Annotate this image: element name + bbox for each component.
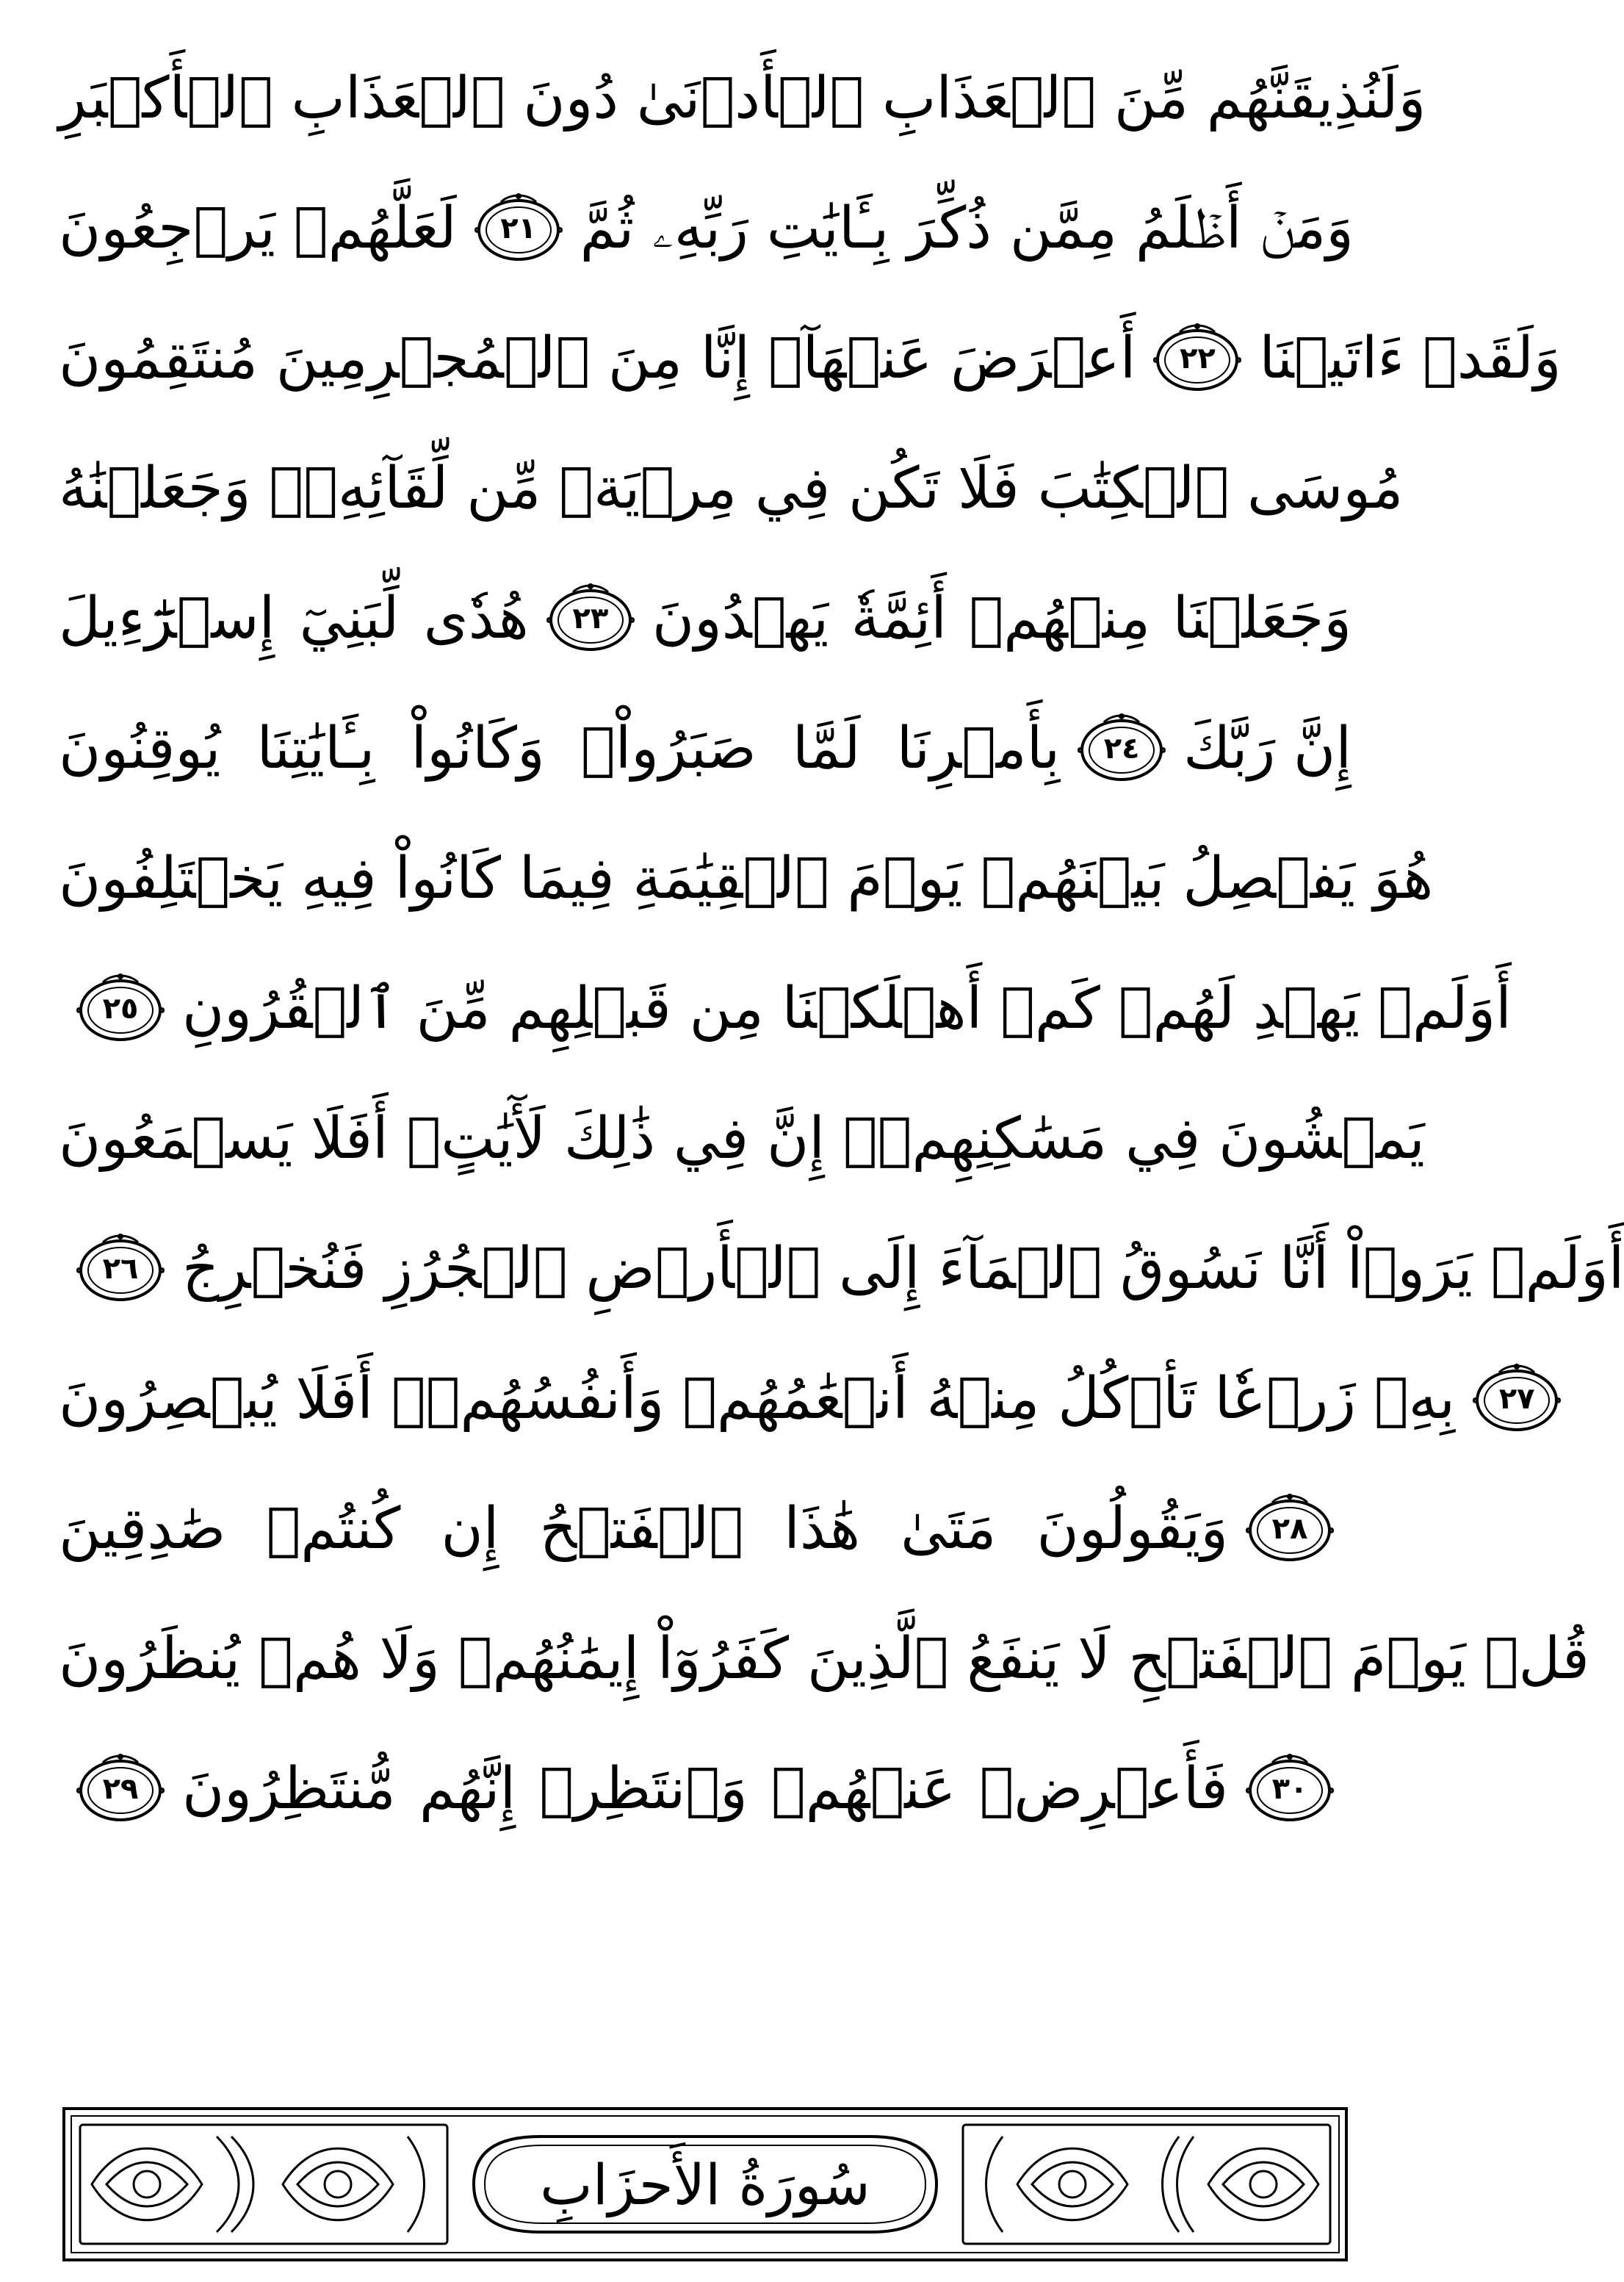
verse-text: وَلَقَدۡ ءَاتَيۡنَا bbox=[1259, 325, 1562, 392]
verse-text: وَيَقُولُونَ مَتَىٰ هَٰذَا ٱلۡفَتۡحُ إِن كُنتُمۡ صَٰدِقِينَ bbox=[59, 1495, 1228, 1562]
surah-title: سُورَةُ الأَحزَابِ bbox=[540, 2151, 870, 2217]
verse-text: وَمَنۡ أَظۡلَمُ مِمَّن ذُكِّرَ بِـَٔايَٰتِ رَبِّهِۦ ثُمَّ bbox=[580, 195, 1354, 262]
verse-line bbox=[59, 672, 1351, 802]
verse-text: قُلۡ يَوۡمَ ٱلۡفَتۡحِ لَا يَنفَعُ ٱلَّذِينَ كَفَرُوٓاْ إِيمَٰنُهُمۡ وَلَا هُمۡ يُنظَرُونَ bbox=[59, 1625, 1589, 1692]
verse-line bbox=[59, 282, 1562, 412]
verse-line bbox=[59, 1453, 1351, 1583]
ayah-number: ٢١ bbox=[500, 211, 537, 245]
ayah-number: ٢٩ bbox=[102, 1771, 139, 1806]
verse-line bbox=[59, 412, 1404, 542]
ayah-number: ٢٦ bbox=[102, 1251, 139, 1286]
ayah-number: ٣٠ bbox=[1271, 1771, 1308, 1806]
verse-line bbox=[59, 1192, 1624, 1322]
verse-text: أَعۡرَضَ عَنۡهَآۚ إِنَّا مِنَ ٱلۡمُجۡرِمِينَ مُنتَقِمُونَ bbox=[59, 325, 1136, 392]
verse-text: إِنَّ رَبَّكَ bbox=[1183, 715, 1351, 782]
verse-text: مُوسَى ٱلۡكِتَٰبَ فَلَا تَكُن فِي مِرۡيَةٖ مِّن لِّقَآئِهِۦۖ وَجَعَلۡنَٰهُ bbox=[59, 455, 1404, 522]
verse-text: لَعَلَّهُمۡ يَرۡجِعُونَ bbox=[59, 195, 457, 262]
verse-line bbox=[59, 1062, 1425, 1192]
verse-text: بِهِۦ زَرۡعٗا تَأۡكُلُ مِنۡهُ أَنۡعَٰمُهُمۡ وَأَنفُسُهُمۡۚ أَفَلَا يُبۡصِرُونَ bbox=[59, 1365, 1456, 1432]
ayah-number-marker bbox=[75, 972, 166, 1045]
verse-text: هُدٗى لِّبَنِيٓ إِسۡرَٰٓءِيلَ bbox=[59, 585, 529, 652]
ayah-number-marker bbox=[1076, 712, 1167, 785]
ayah-number-marker bbox=[545, 582, 636, 655]
ayah-number: ٢٢ bbox=[1179, 341, 1216, 375]
verse-lines bbox=[59, 22, 1624, 1976]
verse-text: وَجَعَلۡنَا مِنۡهُمۡ أَئِمَّةٗ يَهۡدُونَ bbox=[652, 585, 1351, 652]
verse-line bbox=[59, 22, 1426, 152]
verse-text: أَوَلَمۡ يَرَوۡاْ أَنَّا نَسُوقُ ٱلۡمَآءَ إِلَى ٱلۡأَرۡضِ ٱلۡجُرُزِ فَنُخۡرِجُ bbox=[182, 1235, 1624, 1302]
ayah-number-marker bbox=[75, 1232, 166, 1306]
verse-text: وَلَنُذِيقَنَّهُم مِّنَ ٱلۡعَذَابِ ٱلۡأَدۡنَىٰ دُونَ ٱلۡعَذَابِ ٱلۡأَكۡبَرِ bbox=[59, 65, 1426, 132]
ayah-number-marker bbox=[473, 192, 564, 265]
ayah-number-marker bbox=[1471, 1362, 1562, 1436]
verse-line bbox=[59, 802, 1434, 932]
ayah-number-marker bbox=[75, 1752, 166, 1826]
ayah-number: ٢٥ bbox=[102, 991, 139, 1026]
ayah-number: ٢٤ bbox=[1103, 731, 1140, 766]
verse-line bbox=[59, 1583, 1589, 1713]
verse-line bbox=[59, 932, 1512, 1062]
verse-line bbox=[59, 542, 1351, 672]
ayah-number-marker bbox=[1244, 1752, 1335, 1826]
ayah-number-marker bbox=[1244, 1492, 1335, 1566]
verse-text: أَوَلَمۡ يَهۡدِ لَهُمۡ كَمۡ أَهۡلَكۡنَا مِن قَبۡلِهِم مِّنَ ٱلۡقُرُونِ bbox=[182, 975, 1512, 1042]
ayah-number: ٢٣ bbox=[572, 601, 609, 636]
surah-header-banner bbox=[62, 2107, 1348, 2261]
verse-line bbox=[59, 152, 1354, 282]
verse-text: بِأَمۡرِنَا لَمَّا صَبَرُواْۖ وَكَانُواْ بِـَٔايَٰتِنَا يُوقِنُونَ bbox=[59, 715, 1061, 782]
verse-text: فَأَعۡرِضۡ عَنۡهُمۡ وَٱنتَظِرۡ إِنَّهُم مُّنتَظِرُونَ bbox=[182, 1755, 1228, 1822]
ayah-number: ٢٧ bbox=[1498, 1381, 1535, 1416]
verse-text: هُوَ يَفۡصِلُ بَيۡنَهُمۡ يَوۡمَ ٱلۡقِيَٰمَةِ فِيمَا كَانُواْ فِيهِ يَخۡتَلِفُونَ bbox=[59, 845, 1434, 912]
verse-line bbox=[59, 1713, 1351, 1843]
verse-line bbox=[59, 1322, 1535, 1453]
verse-text: يَمۡشُونَ فِي مَسَٰكِنِهِمۡۚ إِنَّ فِي ذَٰلِكَ لَأٓيَٰتٍۚ أَفَلَا يَسۡمَعُونَ bbox=[59, 1105, 1425, 1172]
ayah-number: ٢٨ bbox=[1271, 1511, 1308, 1546]
ayah-number-marker bbox=[1152, 322, 1243, 395]
